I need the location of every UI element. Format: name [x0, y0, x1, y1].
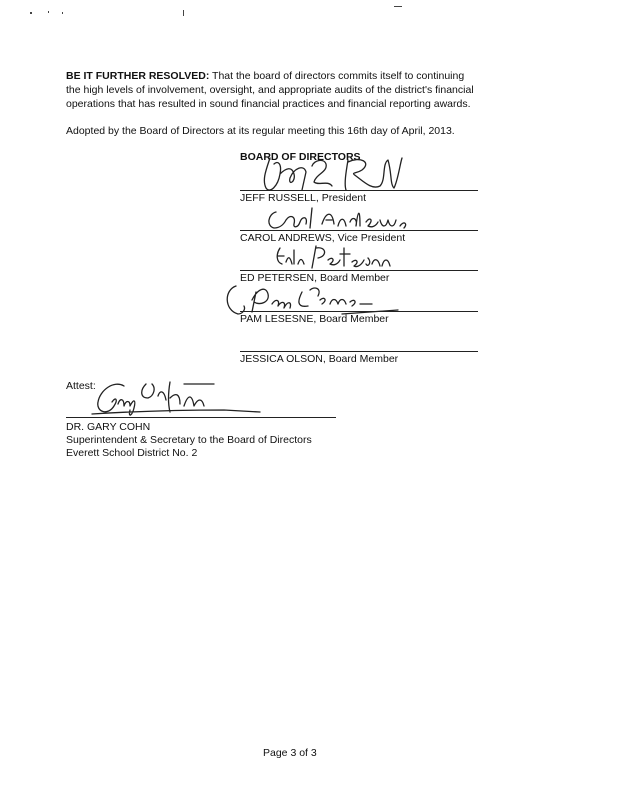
attest-label: Attest:	[66, 380, 96, 392]
gary-cohn-signature	[84, 376, 284, 426]
member-name: CAROL ANDREWS	[240, 232, 332, 244]
signature-line-gary-cohn	[66, 417, 336, 418]
member-title: President	[321, 192, 367, 204]
member-pam-lesesne: PAM LESESNE, Board Member	[240, 313, 389, 325]
member-name: PAM LESESNE	[240, 313, 314, 325]
member-title: Vice President	[337, 232, 406, 244]
attest-name: DR. GARY COHN	[66, 421, 151, 433]
adopted-statement: Adopted by the Board of Directors at its regular meeting this 16th day of April, 2013.	[66, 125, 455, 137]
resolution-line-1-text: That the board of directors commits itself to continuing	[212, 70, 465, 82]
signature-line-jeff-russell	[240, 190, 478, 191]
member-ed-petersen: ED PETERSEN, Board Member	[240, 272, 390, 284]
scan-speck	[183, 10, 184, 16]
member-jeff-russell: JEFF RUSSELL, President	[240, 192, 367, 204]
attest-district: Everett School District No. 2	[66, 447, 198, 459]
ed-petersen-signature	[272, 242, 412, 272]
member-name: JESSICA OLSON	[240, 353, 323, 365]
member-carol-andrews: CAROL ANDREWS, Vice President	[240, 232, 406, 244]
member-name: ED PETERSEN	[240, 272, 315, 284]
resolution-line-3: operations that has resulted in sound financial practices and financial reporting awards.	[66, 98, 471, 110]
member-title: Board Member	[319, 313, 389, 325]
member-title: Board Member	[328, 353, 399, 365]
signature-line-carol-andrews	[240, 230, 478, 231]
member-title: Board Member	[319, 272, 390, 284]
member-name: JEFF RUSSELL	[240, 192, 316, 204]
scan-speck	[48, 11, 49, 13]
resolution-paragraph	[66, 69, 536, 111]
signature-line-pam-lesesne	[240, 311, 478, 312]
board-heading: BOARD OF DIRECTORS	[240, 151, 361, 163]
attest-title: Superintendent & Secretary to the Board of Directors	[66, 434, 312, 446]
resolution-line-1: BE IT FURTHER RESOLVED: That the board of directors commits itself to continuing	[66, 70, 465, 82]
signature-line-jessica-olson	[240, 351, 478, 352]
member-jessica-olson: JESSICA OLSON, Board Member	[240, 353, 399, 365]
page-number: Page 3 of 3	[263, 747, 317, 759]
signature-line-ed-petersen	[240, 270, 478, 271]
resolution-lead: BE IT FURTHER RESOLVED	[66, 70, 206, 82]
resolution-line-2: the high levels of involvement, oversight, and appropriate audits of the district's financial	[66, 84, 474, 96]
scan-speck	[30, 12, 32, 14]
scan-speck	[394, 6, 402, 7]
scan-speck	[62, 12, 63, 14]
